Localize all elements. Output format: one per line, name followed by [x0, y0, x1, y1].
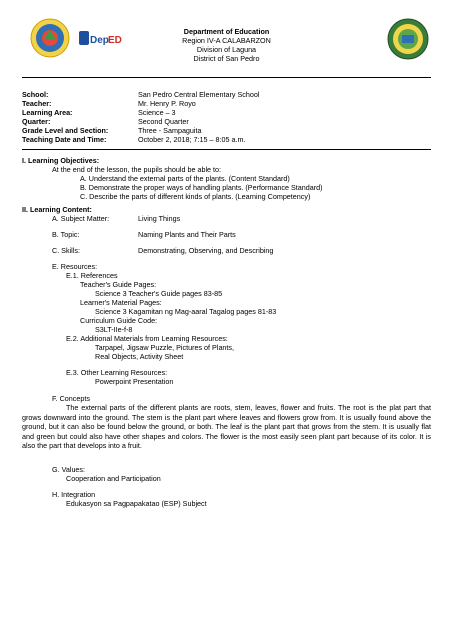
resources-label: E. Resources: [52, 262, 98, 271]
school-label: School: [22, 90, 49, 99]
header-region: Region IV-A CALABARZON [182, 36, 271, 45]
skills-label: C. Skills: [52, 246, 80, 255]
topic-label: B. Topic: [52, 230, 80, 239]
integration-label: H. Integration [52, 490, 96, 499]
header-division: Division of Laguna [196, 45, 257, 54]
subject-label: A. Subject Matter: [52, 214, 110, 223]
curriculum-guide-label: Curriculum Guide Code: [80, 316, 158, 325]
teachers-guide-label: Teacher's Guide Pages: [80, 280, 157, 289]
learners-material-value: Science 3 Kagamitan ng Mag-aaral Tagalog pages 81-83 [95, 307, 277, 316]
page-header [0, 27, 453, 63]
grade-label: Grade Level and Section: [22, 126, 109, 135]
learners-material-label: Learner's Material Pages: [80, 298, 162, 307]
concepts-paragraph: The external parts of the different plants are roots, stem, leaves, flower and fruits. The root is the plat part that grows downward into the ground. The stem is the plant part where leaves and flowers grow from. It is usually found above the ground, but it can also be found below the ground, or both. The leaf is the plant part that grows from the stem. It is usually flat and green but could also have other shapes and colors. The flower is the most easily seen plant part because of its color. It is also the part that develops into a fruit. [22, 403, 431, 451]
objective-c: C. Describe the parts of different kinds of plants. (Learning Competency) [80, 192, 311, 201]
date-label: Teaching Date and Time: [22, 135, 107, 144]
other-resources-label: E.3. Other Learning Resources: [66, 368, 168, 377]
grade-value: Three - Sampaguita [138, 126, 202, 135]
additional-materials-label: E.2. Additional Materials from Learning Resources: [66, 334, 228, 343]
curriculum-guide-value: S3LT-IIe-f-8 [95, 325, 133, 334]
teachers-guide-value: Science 3 Teacher's Guide pages 83-85 [95, 289, 223, 298]
objective-a: A. Understand the external parts of the plants. (Content Standard) [80, 174, 290, 183]
info-divider [22, 149, 431, 150]
svg-text:Dep: Dep [90, 35, 109, 46]
skills-value: Demonstrating, Observing, and Describing [138, 246, 274, 255]
teacher-value: Mr. Henry P. Royo [138, 99, 196, 108]
integration-value: Edukasyon sa Pagpapakatao (ESP) Subject [66, 499, 207, 508]
header-department: Department of Education [183, 27, 270, 36]
header-divider [22, 77, 431, 78]
teacher-label: Teacher: [22, 99, 52, 108]
topic-value: Naming Plants and Their Parts [138, 230, 236, 239]
objectives-heading: I. Learning Objectives: [22, 156, 100, 165]
values-label: G. Values: [52, 465, 86, 474]
area-label: Learning Area: [22, 108, 73, 117]
concepts-label: F. Concepts [52, 394, 90, 403]
date-value: October 2, 2018; 7:15 – 8:05 a.m. [138, 135, 246, 144]
header-district: District of San Pedro [193, 54, 260, 63]
area-value: Science – 3 [138, 108, 176, 117]
quarter-value: Second Quarter [138, 117, 189, 126]
subject-value: Living Things [138, 214, 181, 223]
content-heading: II. Learning Content: [22, 205, 92, 214]
references-label: E.1. References [66, 271, 118, 280]
school-value: San Pedro Central Elementary School [138, 90, 260, 99]
other-resources-value: Powerpoint Presentation [95, 377, 174, 386]
objectives-intro: At the end of the lesson, the pupils should be able to: [52, 165, 222, 174]
additional-materials-line2: Real Objects, Activity Sheet [95, 352, 184, 361]
values-value: Cooperation and Participation [66, 474, 161, 483]
quarter-label: Quarter: [22, 117, 51, 126]
additional-materials-line1: Tarpapel, Jigsaw Puzzle, Pictures of Plants, [95, 343, 235, 352]
svg-text:ED: ED [108, 35, 122, 46]
objective-b: B. Demonstrate the proper ways of handling plants. (Performance Standard) [80, 183, 323, 192]
